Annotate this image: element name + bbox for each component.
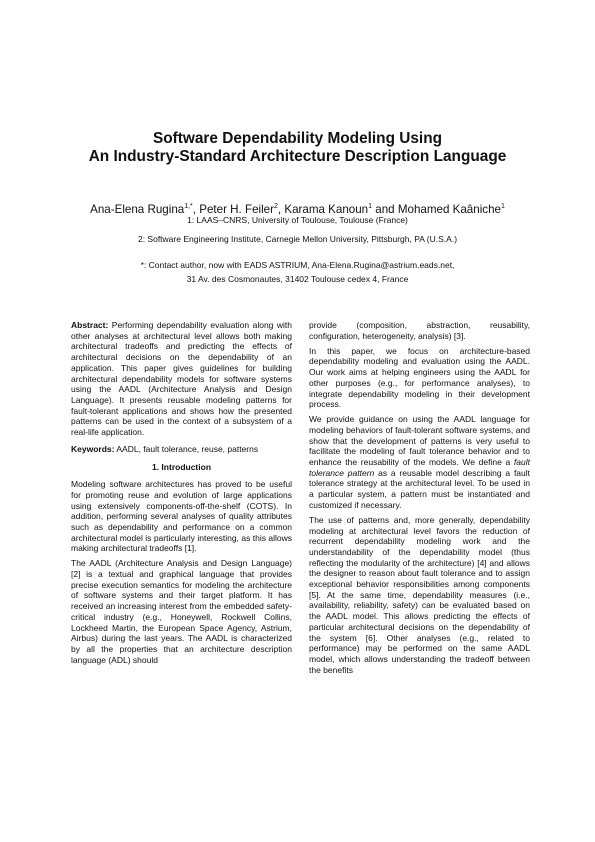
body-paragraph: The use of patterns and, more generally, dependability modeling at architectural level favors the reduction of recurrent dependability modeling work and the understandability of the dependability model (thus reflecting the modularity of the architecture) [4] and allows the designer to reason about fault tolerance and to assign exceptional behavior responsibilities among components [5]. At the same time, dependability measures (i.e., availability, reliability, safety) can be evaluated based on the AADL model. This allows predicting the effects of particular architectural decisions on the dependability of the system [6]. Other analyses (e.g., related to performance) may be performed on the same AADL model, which allows understanding the tradeoff between the benefits xyxy=(309,514,530,675)
keywords-paragraph xyxy=(71,444,292,455)
affiliation-1: 1: LAAS–CNRS, University of Toulouse, Toulouse (France) xyxy=(187,215,408,225)
body-paragraph: provide (composition, abstraction, reusability, configuration, heterogeneity, analysis) [3]. xyxy=(309,320,530,341)
title-line-2: An Industry-Standard Architecture Description Language xyxy=(88,148,507,165)
author-affiliation-marker: 1,* xyxy=(184,203,193,210)
author-affiliation-marker: 1 xyxy=(500,203,505,210)
abstract-paragraph xyxy=(71,320,292,438)
author-name: Peter H. Feiler xyxy=(199,202,274,216)
body-paragraph: The AADL (Architecture Analysis and Design Language) [2] is a textual and graphical language that provides precise execution semantics for modeling the architecture of software systems and their target platform. It has received an increasing interest from the embedded safety-critical industry (e.g., Honeywell, Rockwell Collins, Lockheed Martin, the European Space Agency, Astrium, Airbus) during the last years. The AADL is characterized by all the properties that an architecture description language (ADL) should xyxy=(71,558,292,665)
body-paragraph: In this paper, we focus on architecture-based dependability modeling and evaluation using the AADL. Our work aims at helping engineers using the AADL for other purposes (e.g., for performance analyses), to integrate dependability modeling in their development process. xyxy=(309,345,530,410)
author-affiliation-marker: 1 xyxy=(368,203,373,210)
body-text: as a reusable model describing a fault tolerance strategy at the architectural level. To be used in a particular system, a pattern must be instantiated and customized if necessary. xyxy=(309,467,531,510)
body-paragraph: Modeling software architectures has proved to be useful for promoting reuse and evolution of large applications using extensively components-off-the-shelf (COTS). In addition, performing several analyses of quality attributes such as dependability and performance on a common architectural model is particularly interesting, as this allows making architectural tradeoffs [1]. xyxy=(71,479,292,554)
body-paragraph xyxy=(309,414,530,510)
affiliation-2: 2: Software Engineering Institute, Carnegie Mellon University, Pittsburgh, PA (U.S.A.) xyxy=(137,234,458,244)
author-separator: and xyxy=(372,202,398,216)
keywords-text: AADL, fault tolerance, reuse, patterns xyxy=(116,443,259,454)
left-column xyxy=(71,320,292,670)
author-separator: , xyxy=(192,202,200,216)
contact-note-line-2: 31 Av. des Cosmonautes, 31402 Toulouse cedex 4, France xyxy=(186,274,409,284)
right-column xyxy=(309,320,530,680)
author-name: Mohamed Kaâniche xyxy=(397,202,501,216)
author-name: Karama Kanoun xyxy=(284,202,369,216)
author-name: Ana-Elena Rugina xyxy=(90,202,185,216)
abstract-text: Performing dependability evaluation along with other analyses at architectural level allows both making architectural tradeoffs and predicting the effects of architectural decisions on the dependability of an application. This paper gives guidelines for building architectural dependability models for software systems using the AADL (Architecture Analysis and Design Language). It presents reusable modeling patterns for fault-tolerant applications and shows how the presented patterns can be used in the context of a subsystem of a real-life application. xyxy=(71,320,292,438)
author-separator: , xyxy=(277,202,285,216)
abstract-label: Abstract: xyxy=(71,320,109,330)
author-affiliation-marker: 2 xyxy=(273,203,278,210)
keywords-label: Keywords: xyxy=(71,443,115,454)
emphasized-term: fault tolerance pattern xyxy=(309,457,530,478)
body-text: We provide guidance on using the AADL language for modeling behaviors of fault-tolerant software systems, and show that the development of patterns is very useful to facilitate the modeling of fault tolerance behavior and to enhance the reusability of the models. We define a xyxy=(309,414,530,468)
section-heading: 1. Introduction xyxy=(151,462,212,473)
contact-note-line-1: *: Contact author, now with EADS ASTRIUM, Ana-Elena.Rugina@astrium.eads.net, xyxy=(140,260,455,270)
paper-title xyxy=(40,130,555,166)
title-line-1: Software Dependability Modeling Using xyxy=(152,130,443,147)
